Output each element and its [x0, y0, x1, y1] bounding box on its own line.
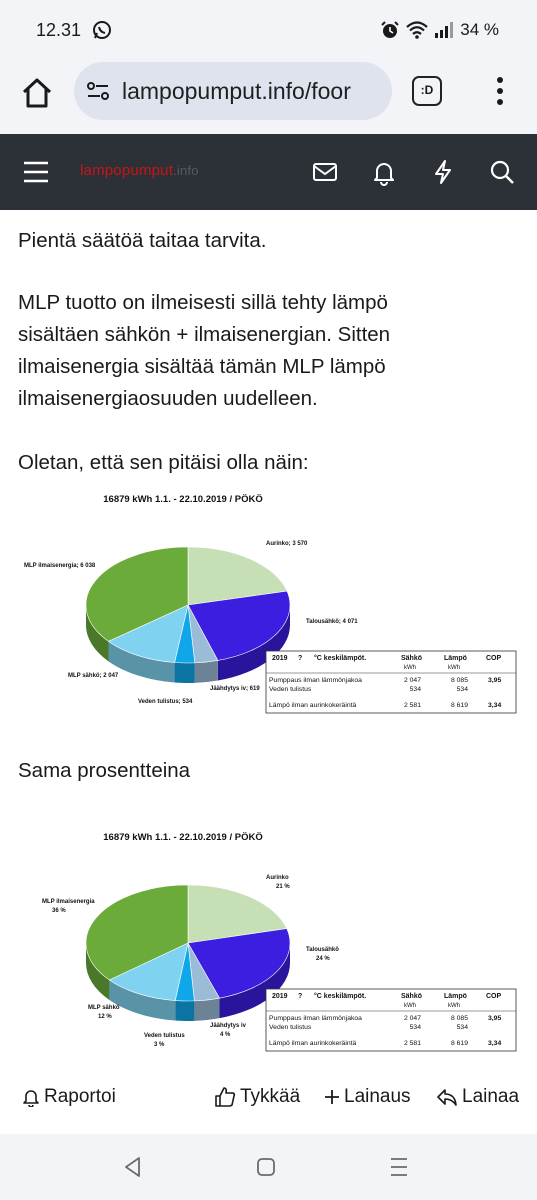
battery-text: 34 %	[460, 20, 499, 39]
table-cell: 3,34	[488, 1040, 502, 1047]
reply-label: Lainaa	[462, 1086, 520, 1107]
table-cell: 534	[409, 1024, 421, 1031]
table-unit: kWh	[404, 665, 416, 671]
chart-image-1[interactable]	[18, 485, 523, 725]
site-header	[0, 134, 537, 210]
alarm-icon	[380, 20, 400, 40]
post-paragraph-1: Pientä säätöä taitaa tarvita.	[18, 229, 267, 252]
home-icon[interactable]	[18, 74, 56, 112]
post-line: ilmaisenergia sisältää tämän MLP lämpö	[18, 355, 386, 378]
table-cell: 3,95	[488, 1015, 502, 1022]
table-cell: Lämpö ilman aurinkokeräintä	[269, 1040, 357, 1047]
table-unit: kWh	[448, 665, 460, 671]
table-cell: 534	[409, 686, 421, 693]
slice-pct: 24 %	[316, 956, 330, 962]
slice-pct: 21 %	[276, 884, 290, 890]
slice-label: Talousähkö; 4 071	[306, 619, 358, 625]
site-logo-main: lampopumput	[80, 162, 174, 179]
more-options-icon[interactable]	[490, 74, 510, 108]
slice-label: Veden tulistus	[144, 1033, 185, 1039]
bell-icon[interactable]	[370, 158, 398, 186]
post-paragraph-3: Oletan, että sen pitäisi olla näin:	[18, 451, 309, 474]
slice-label: Jäähdytys iv; 619	[210, 686, 260, 692]
pie-slice-side	[194, 998, 219, 1021]
table-cell: 2 047	[403, 1015, 421, 1022]
whatsapp-icon	[92, 20, 112, 40]
table-header: °C keskilämpöt.	[314, 993, 367, 1000]
table-cell: Veden tulistus	[269, 686, 312, 693]
table-header: Sähkö	[401, 993, 423, 1000]
slice-label: Veden tulistus; 534	[138, 699, 193, 705]
slice-pct: 4 %	[220, 1032, 231, 1038]
like-button[interactable]	[214, 1086, 300, 1108]
chart-title: 16879 kWh 1.1. - 22.10.2019 / PÖKÖ	[103, 832, 263, 843]
slice-label: Aurinko; 3 570	[266, 541, 308, 547]
reply-arrow-icon	[436, 1087, 458, 1107]
post-line: sisältäen sähkön + ilmaisenergian. Sitten	[18, 323, 391, 346]
search-icon[interactable]	[488, 158, 516, 186]
table-header: 2019	[272, 655, 288, 662]
slice-pct: 12 %	[98, 1014, 112, 1020]
post-paragraph-2	[18, 287, 518, 415]
pie-slice-side	[195, 660, 218, 682]
quote-label: Lainaus	[344, 1086, 411, 1107]
table-cell: 8 085	[450, 1015, 468, 1022]
mail-icon[interactable]	[311, 158, 339, 186]
pie-slice-side	[175, 662, 195, 683]
table-header: Lämpö	[444, 655, 467, 662]
back-icon[interactable]	[120, 1154, 146, 1180]
address-bar[interactable]	[74, 62, 392, 120]
table-cell: Veden tulistus	[269, 1024, 312, 1031]
table-cell: Pumppaus ilman lämmönjakoa	[269, 677, 362, 684]
table-cell: 3,95	[488, 677, 502, 684]
slice-pct: 36 %	[52, 908, 66, 914]
thumbs-up-icon	[214, 1086, 236, 1108]
table-header: ?	[298, 993, 303, 1000]
table-cell: Pumppaus ilman lämmönjakoa	[269, 1015, 362, 1022]
tab-switcher-button[interactable]: :D	[412, 76, 442, 106]
pie-slice-side	[175, 1001, 194, 1021]
like-label: Tykkää	[240, 1086, 301, 1107]
pie-chart-1	[18, 485, 523, 725]
table-cell: 3,34	[488, 702, 502, 709]
post-line: ilmaisenergiaosuuden uudelleen.	[18, 387, 318, 410]
post-paragraph-4: Sama prosentteina	[18, 759, 191, 782]
pie-chart-2	[18, 823, 523, 1063]
slice-label: Talousähkö	[306, 947, 339, 953]
table-header: °C keskilämpöt.	[314, 655, 367, 662]
table-cell: 2 581	[403, 1040, 421, 1047]
wifi-icon	[406, 21, 428, 39]
table-cell: 2 047	[403, 677, 421, 684]
slice-pct: 3 %	[154, 1042, 165, 1048]
home-nav-icon[interactable]	[253, 1154, 279, 1180]
slice-label: Aurinko	[266, 875, 289, 881]
table-cell: 8 619	[450, 702, 468, 709]
table-header: Lämpö	[444, 993, 467, 1000]
slice-label: MLP sähkö; 2 047	[68, 673, 119, 679]
hamburger-menu-icon[interactable]	[22, 160, 50, 184]
signal-icon	[434, 21, 454, 39]
energy-table	[266, 651, 516, 713]
url-text: lampopumput.info/foor	[122, 78, 351, 104]
table-header: ?	[298, 655, 303, 662]
status-indicators	[380, 20, 499, 40]
table-cell: Lämpö ilman aurinkokeräintä	[269, 702, 357, 709]
report-label: Raportoi	[44, 1086, 116, 1107]
energy-table	[266, 989, 516, 1051]
table-cell: 534	[456, 686, 468, 693]
reply-button[interactable]	[436, 1086, 519, 1108]
table-unit: kWh	[404, 1003, 416, 1009]
bell-outline-icon	[22, 1087, 40, 1107]
table-header: COP	[486, 655, 502, 662]
post-actions	[0, 1078, 537, 1118]
table-cell: 8 619	[450, 1040, 468, 1047]
slice-label: Jäähdytys iv	[210, 1023, 247, 1029]
site-logo[interactable]	[80, 162, 199, 179]
table-unit: kWh	[448, 1003, 460, 1009]
slice-label: MLP ilmaisenergia; 6 038	[24, 563, 96, 569]
report-button[interactable]	[22, 1086, 116, 1108]
site-settings-icon[interactable]	[86, 81, 110, 101]
lightning-icon[interactable]	[429, 158, 457, 186]
status-time: 12.31	[36, 20, 82, 40]
status-bar	[0, 0, 537, 62]
site-logo-suffix: .info	[173, 163, 199, 178]
table-header: 2019	[272, 993, 288, 1000]
chart-image-2[interactable]	[18, 823, 523, 1063]
slice-label: MLP ilmaisenergia	[42, 899, 95, 905]
chart-title: 16879 kWh 1.1. - 22.10.2019 / PÖKÖ	[103, 494, 263, 505]
quote-button[interactable]	[324, 1086, 411, 1108]
table-header: Sähkö	[401, 655, 423, 662]
post-line: MLP tuotto on ilmeisesti sillä tehty lämpö	[18, 291, 388, 314]
table-cell: 534	[456, 1024, 468, 1031]
plus-icon	[324, 1089, 340, 1105]
system-nav-bar	[0, 1134, 537, 1200]
table-header: COP	[486, 993, 502, 1000]
table-cell: 8 085	[450, 677, 468, 684]
browser-toolbar	[0, 62, 537, 134]
recents-icon[interactable]	[386, 1154, 412, 1180]
slice-label: MLP sähkö	[88, 1005, 120, 1011]
table-cell: 2 581	[403, 702, 421, 709]
